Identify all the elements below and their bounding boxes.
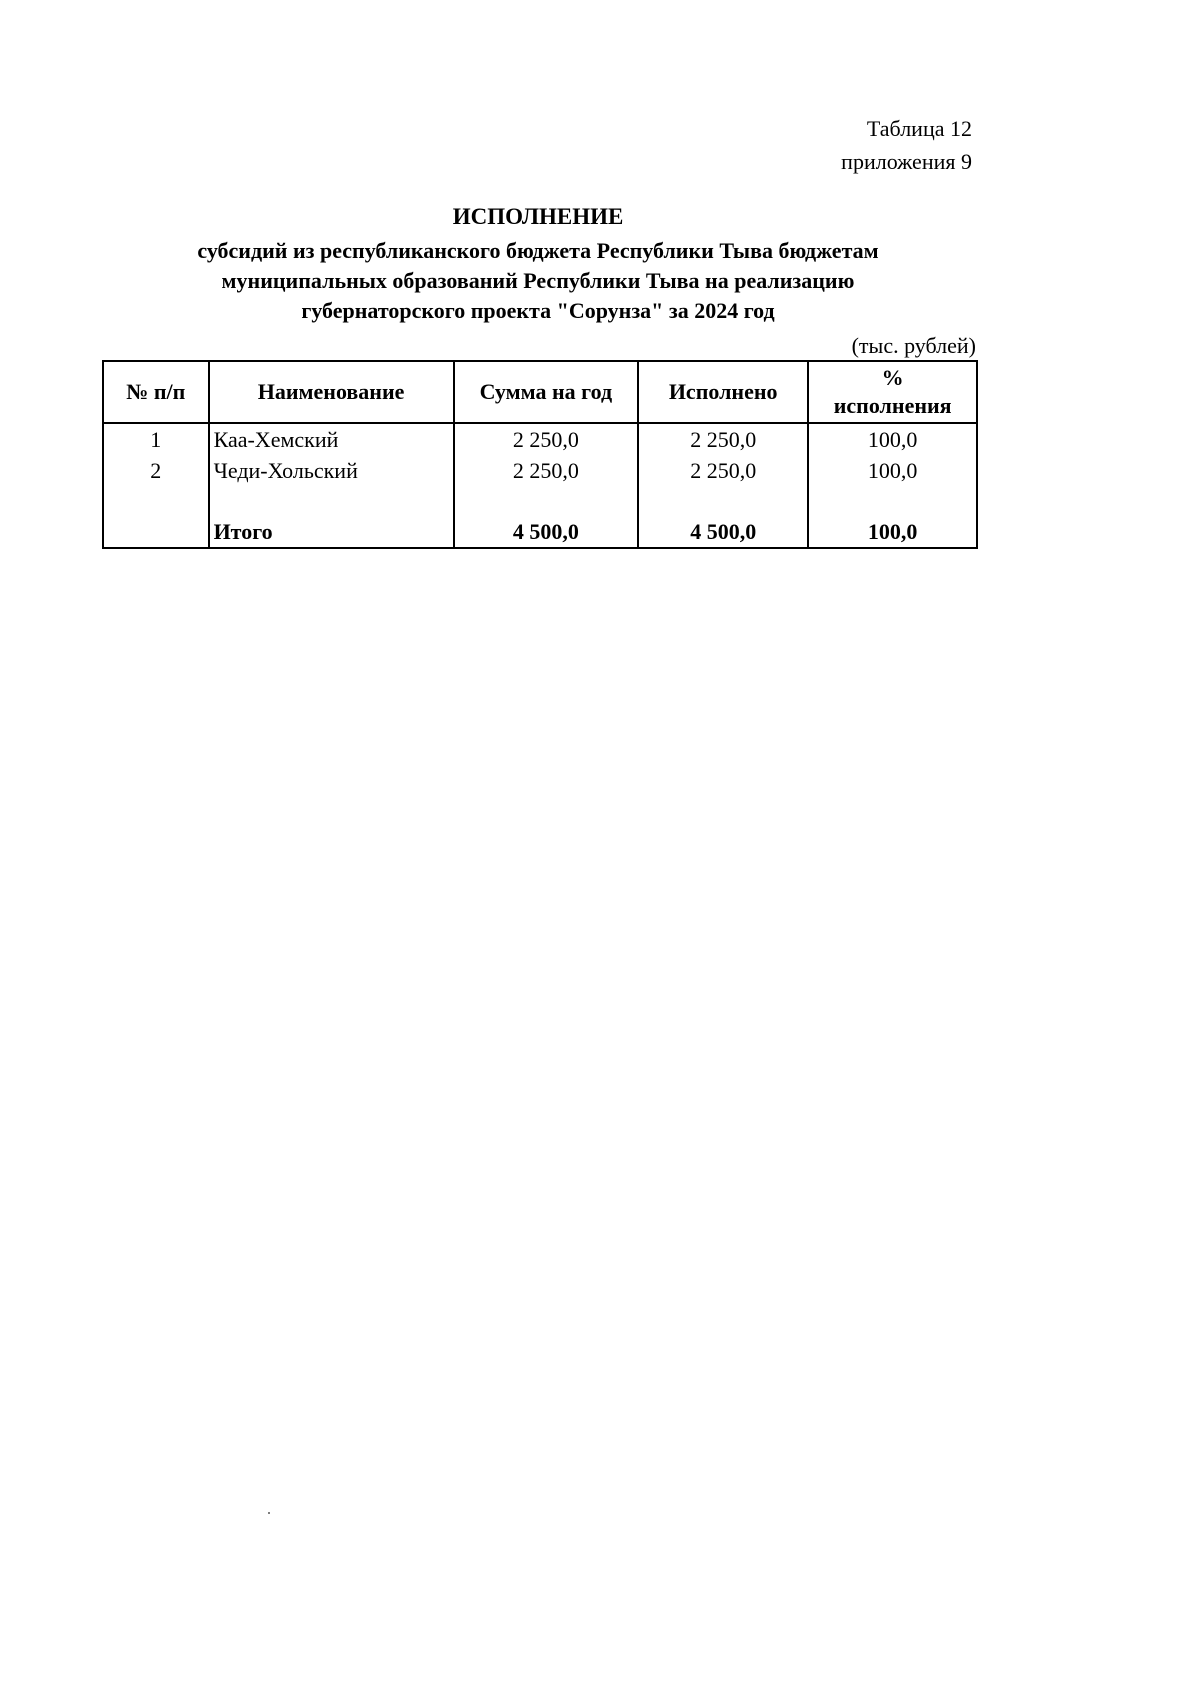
header-percent-label: исполнения xyxy=(833,393,952,418)
row-number: 2 xyxy=(103,455,209,486)
total-executed: 4 500,0 xyxy=(638,516,808,548)
document-title: ИСПОЛНЕНИЕ xyxy=(452,204,624,229)
row-executed: 2 250,0 xyxy=(638,455,808,486)
table-header xyxy=(103,361,977,423)
table-header-row xyxy=(103,361,977,423)
spacer-cell xyxy=(808,486,977,516)
header-executed: Исполнено xyxy=(638,361,808,423)
row-percent: 100,0 xyxy=(808,455,977,486)
table-number: Таблица 12 xyxy=(866,116,972,141)
table-body xyxy=(103,423,977,548)
row-name: Каа-Хемский xyxy=(209,423,454,455)
table-row xyxy=(103,455,977,486)
document-subtitle-line-1: субсидий из республиканского бюджета Республики Тыва бюджетам xyxy=(197,238,879,263)
row-percent: 100,0 xyxy=(808,423,977,455)
total-percent: 100,0 xyxy=(808,516,977,548)
row-annual-sum: 2 250,0 xyxy=(454,455,638,486)
header-name: Наименование xyxy=(209,361,454,423)
units-label: (тыс. рублей) xyxy=(851,333,976,358)
row-annual-sum: 2 250,0 xyxy=(454,423,638,455)
table-reference xyxy=(841,112,972,178)
header-number: № п/п xyxy=(103,361,209,423)
document-subtitle-line-3: губернаторского проекта "Сорунза" за 2024 год xyxy=(301,298,775,323)
scan-speck xyxy=(268,1512,270,1514)
table-total-row xyxy=(103,516,977,548)
row-name: Чеди-Хольский xyxy=(209,455,454,486)
execution-table xyxy=(102,360,978,549)
spacer-cell xyxy=(209,486,454,516)
row-executed: 2 250,0 xyxy=(638,423,808,455)
total-annual-sum: 4 500,0 xyxy=(454,516,638,548)
table-spacer-row xyxy=(103,486,977,516)
spacer-cell xyxy=(454,486,638,516)
header-percent-sign: % xyxy=(881,365,904,390)
appendix-number: приложения 9 xyxy=(841,149,972,174)
header-annual-sum: Сумма на год xyxy=(454,361,638,423)
total-label: Итого xyxy=(209,516,454,548)
total-number xyxy=(103,516,209,548)
spacer-cell xyxy=(103,486,209,516)
spacer-cell xyxy=(638,486,808,516)
table-row xyxy=(103,423,977,455)
document-heading xyxy=(102,200,974,326)
header-percent xyxy=(808,361,977,423)
row-number: 1 xyxy=(103,423,209,455)
document-subtitle-line-2: муниципальных образований Республики Тыва на реализацию xyxy=(221,268,855,293)
